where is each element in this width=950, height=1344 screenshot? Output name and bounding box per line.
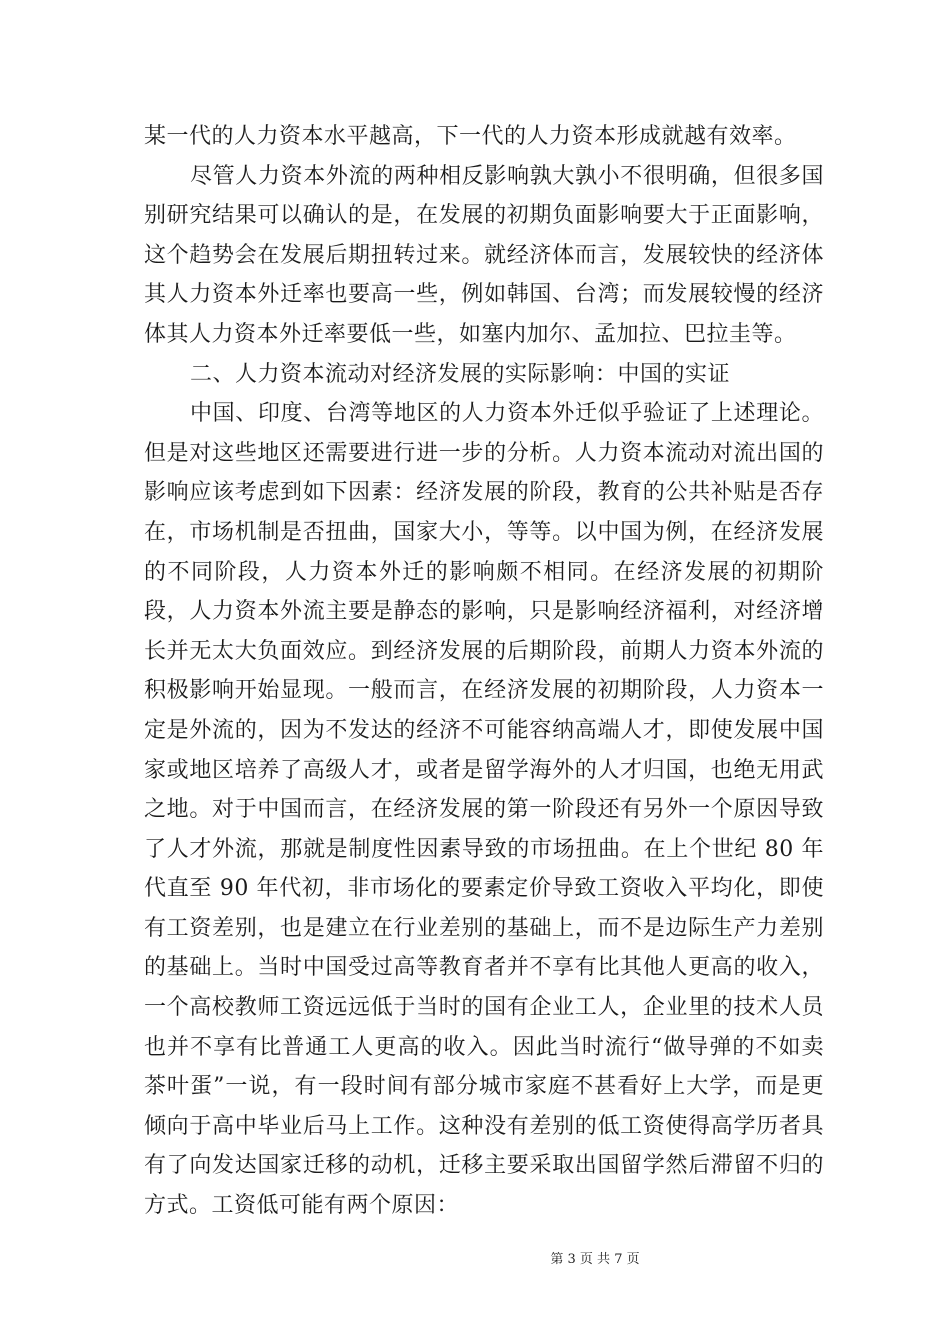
page-number-footer: 第 3 页 共 7 页 <box>550 1252 640 1267</box>
document-body <box>144 117 824 1226</box>
paragraph-continuation: 某一代的人力资本水平越高，下一代的人力资本形成就越有效率。 <box>144 124 797 149</box>
paragraph-brain-drain-effects: 尽管人力资本外流的两种相反影响孰大孰小不很明确，但很多国别研究结果可以确认的是，在发展的初期负面影响要大于正面影响，这个趋势会在发展后期扭转过来。就经济体而言，发展较快的经济体其人力资本外迁率也要高一些，例如韩国、台湾；而发展较慢的经济体其人力资本外迁率要低一些，如塞内加尔、孟加拉、巴拉圭等。 <box>144 163 824 347</box>
section-heading: 二、人力资本流动对经济发展的实际影响：中国的实证 <box>190 361 731 387</box>
paragraph-china-evidence: 中国、印度、台湾等地区的人力资本外迁似乎验证了上述理论。但是对这些地区还需要进行进一步的分析。人力资本流动对流出国的影响应该考虑到如下因素：经济发展的阶段，教育的公共补贴是否存在，市场机制是否扭曲，国家大小，等等。以中国为例，在经济发展的不同阶段，人力资本外迁的影响颇不相同。在经济发展的初期阶段，人力资本外流主要是静态的影响，只是影响经济福利，对经济增长并无太大负面效应。到经济发展的后期阶段，前期人力资本外流的积极影响开始显现。一般而言，在经济发展的初期阶段，人力资本一定是外流的，因为不发达的经济不可能容纳高端人才，即使发展中国家或地区培养了高级人才，或者是留学海外的人才归国，也绝无用武之地。对于中国而言，在经济发展的第一阶段还有另外一个原因导致了人才外流，那就是制度性因素导致的市场扭曲。在上个世纪 80 年代直至 90 年代初，非市场化的要素定价导致工资收入平均化，即使有工资差别，也是建立在行业差别的基础上，而不是边际生产力差别的基础上。当时中国受过高等教育者并不享有比其他人更高的收入，一个高校教师工资远远低于当时的国有企业工人，企业里的技术人员也并不享有比普通工人更高的收入。因此当时流行“做导弹的不如卖茶叶蛋”一说，有一段时间有部分城市家庭不甚看好上大学，而是更倾向于高中毕业后马上工作。这种没有差别的低工资使得高学历者具有了向发达国家迁移的动机，迁移主要采取出国留学然后滞留不归的方式。工资低可能有两个原因： <box>144 401 824 1219</box>
